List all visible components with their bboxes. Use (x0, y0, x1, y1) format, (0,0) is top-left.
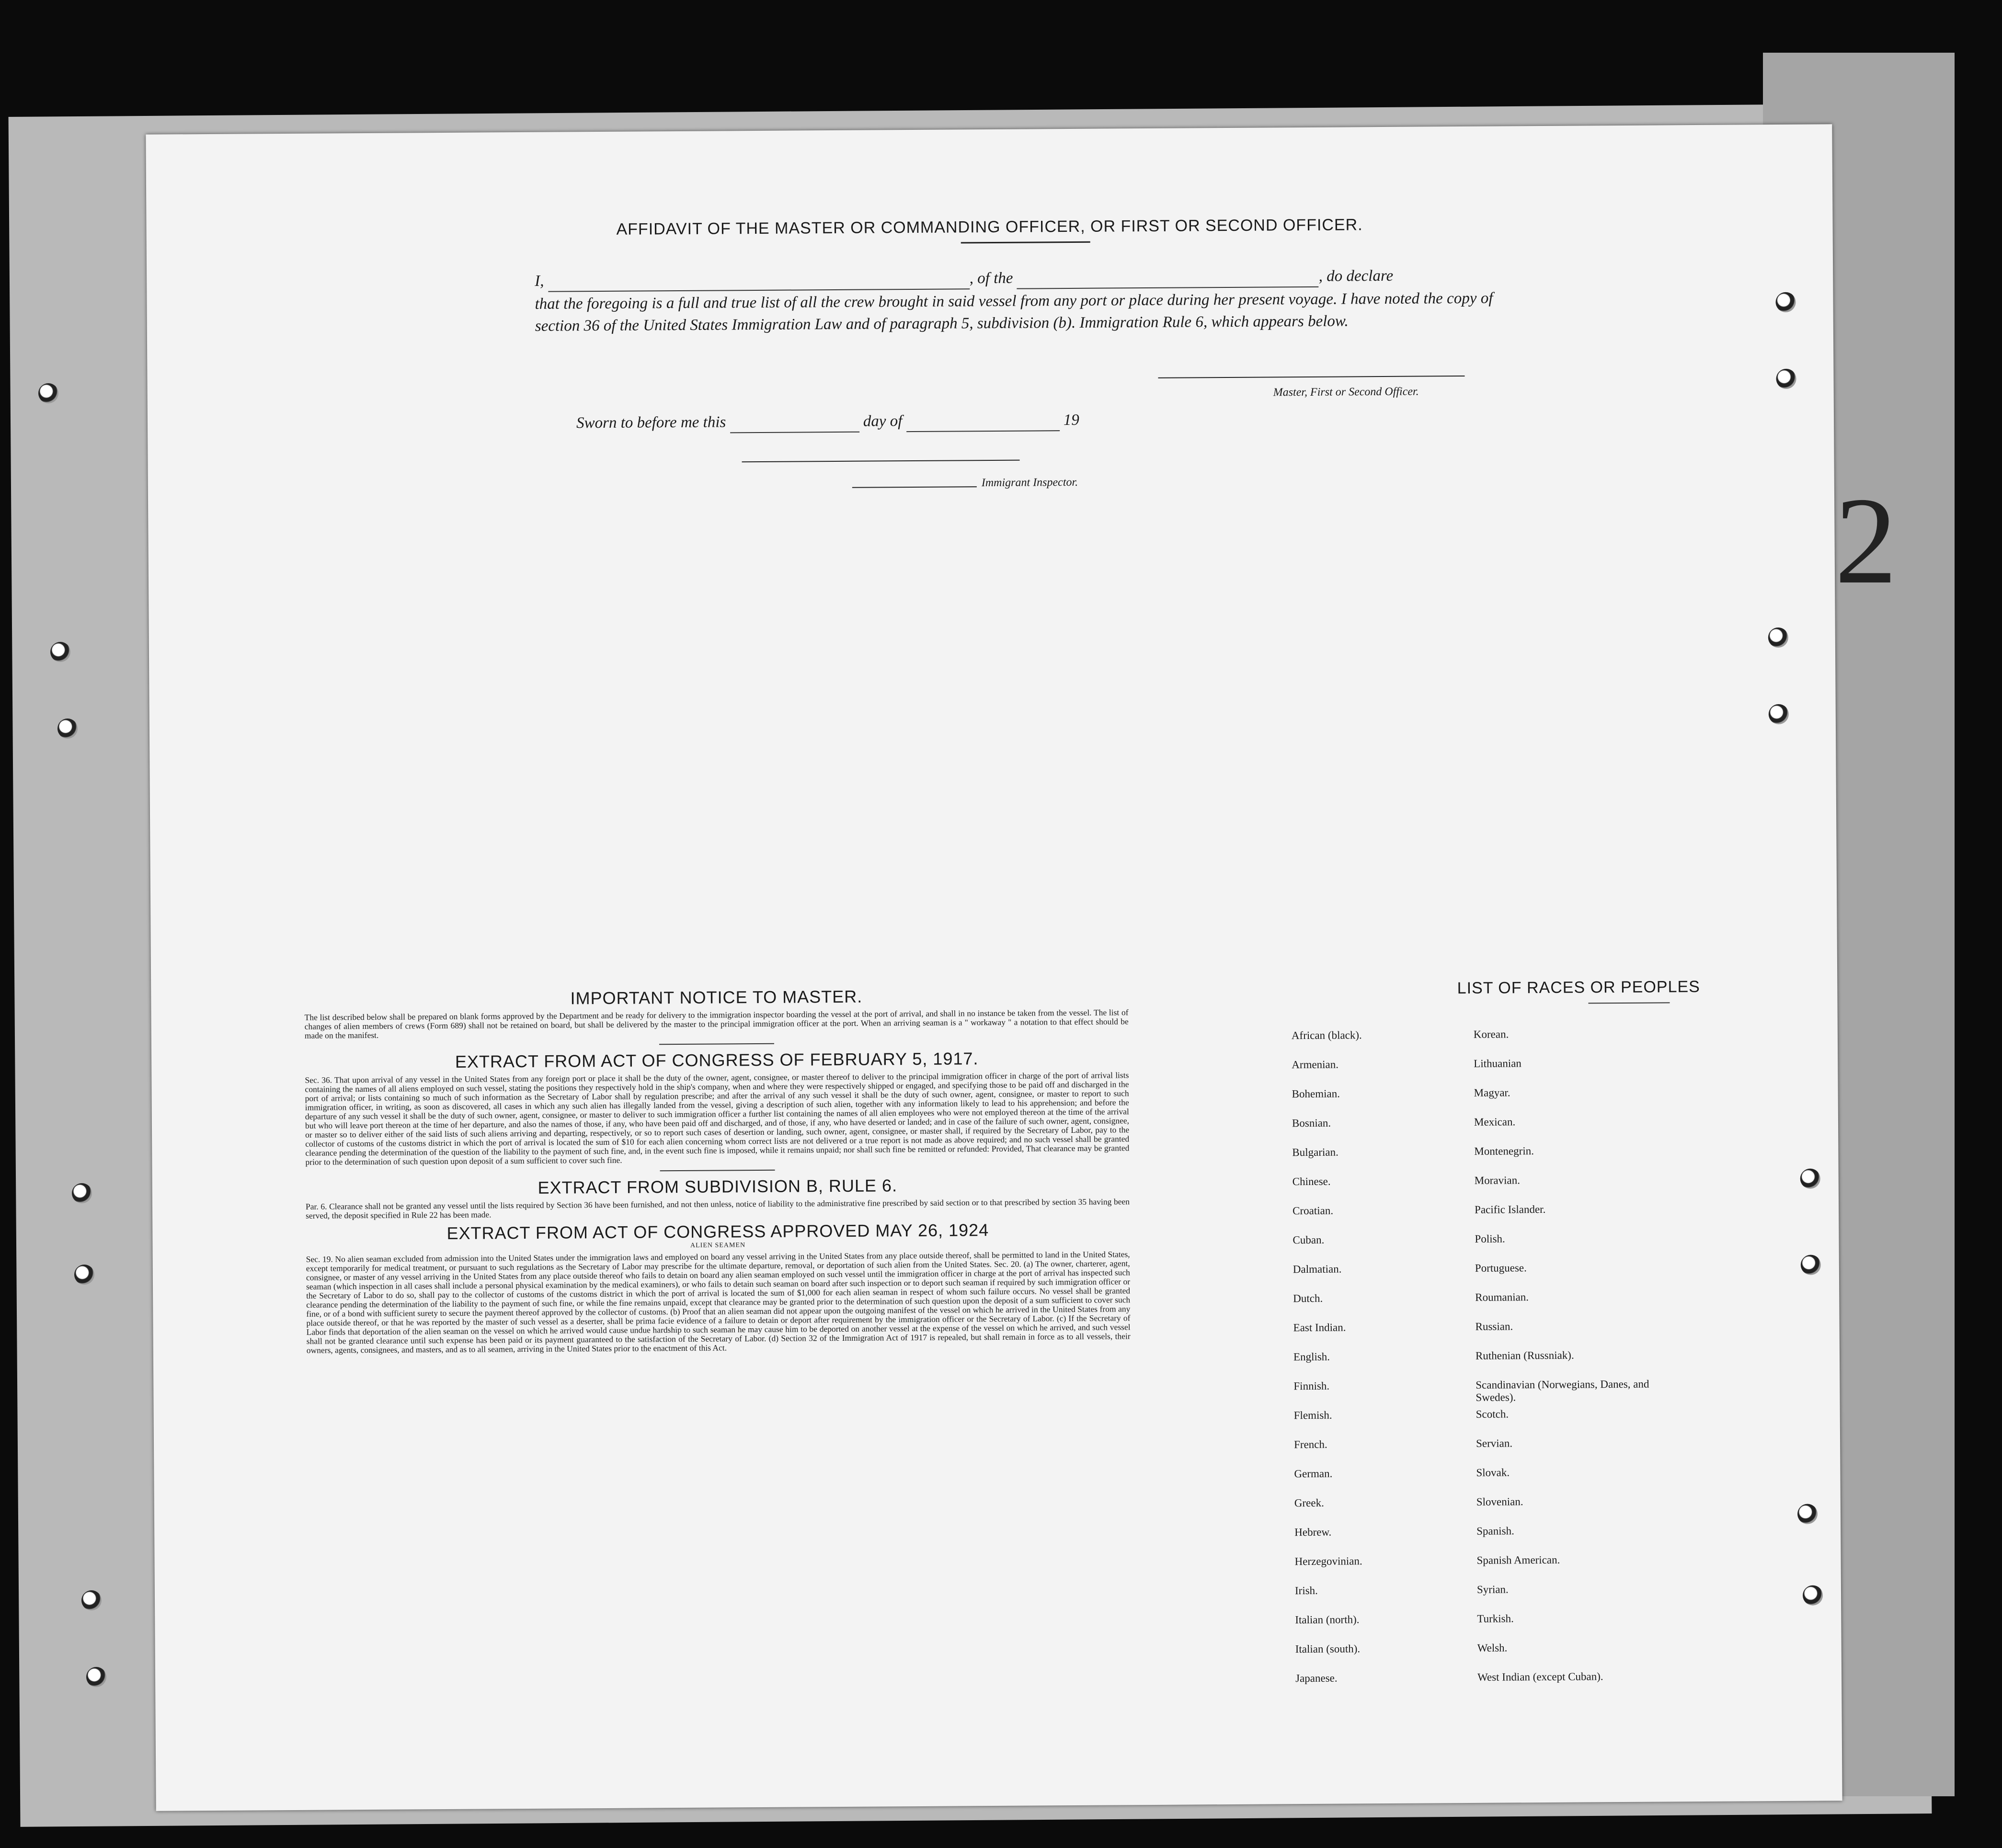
sworn-line (576, 408, 1199, 434)
race-item: Italian (north). (1295, 1613, 1360, 1626)
separator (1588, 1002, 1670, 1004)
separator (660, 1170, 775, 1171)
race-item: Russian. (1475, 1320, 1513, 1333)
race-item: Dutch. (1293, 1292, 1323, 1305)
race-item: Bulgarian. (1292, 1146, 1338, 1159)
race-item: Chinese. (1292, 1175, 1331, 1188)
notice-title: IMPORTANT NOTICE TO MASTER. (570, 986, 863, 1008)
binder-hole (86, 1667, 106, 1687)
race-item: Bosnian. (1292, 1117, 1331, 1129)
title-underline (961, 241, 1090, 244)
act-1924-text: Sec. 19. No alien seaman excluded from admission into the United States under the immigration laws and employed on board any vessel arriving in the United States from any place outside thereof, shall be permitted to land in the United States, except temporarily for medical treatment, or pursuant to such regulations as the Secretary of Labor may prescribe for the ultimate departure, removal, or deportation of such alien from the United States. Sec. 20. (a) The owner, charterer, agent, consignee, or master of any vessel arriving in the United States from any place outside thereof who fails to detain on board any alien seaman employed on such vessel until the immigration officer in charge at the port of arrival has inspected such seaman (which inspection in all cases shall include a personal physical examination by the medical examiners), or who fails to detain such seaman on board after such inspection or to deport such seaman if required by such immigration officer or the Secretary of Labor to do so, shall pay to the collector of customs of the customs district in which the port of arrival is located the sum of $1,000 for each alien seaman in respect of whom such failure occurs. No vessel shall be granted clearance pending the determination of the liability to the payment of such fine, or while the fine remains unpaid, except that clearance may be granted prior to the determination of such question upon the deposit of a sum sufficient to cover such fine, or of a bond with sufficient surety to secure the payment thereof approved by the collector of customs. (b) Proof that an alien seaman did not appear upon the outgoing manifest of the vessel on which he arrived in the United States from any place outside thereof, or that he was reported by the master of such vessel as a deserter, shall be prima facie evidence of a failure to detain or deport after requirement by the immigration officer or the Secretary of Labor. (c) If the Secretary of Labor finds that deportation of the alien seaman on the vessel on which he arrived would cause undue hardship to such seaman he may cause him to be deported on another vessel at the expense of the vessel on which he arrived, and such vessel shall not be granted clearance until such expense has been paid or its payment guaranteed to the satisfaction of the Secretary of Labor. (d) Section 32 of the Immigration Act of 1917 is repealed, but shall remain in force as to all vessels, their owners, agents, consignees, and masters, and as to all seamen, arriving in the United States prior to the enactment of this Act. (306, 1249, 1131, 1355)
binder-hole (1800, 1168, 1820, 1188)
rule-6-title: EXTRACT FROM SUBDIVISION B, RULE 6. (538, 1175, 898, 1198)
binder-hole (72, 1183, 92, 1203)
act-1917-text: Sec. 36. That upon arrival of any vessel in the United States from any foreign port or place it shall be the duty of the owner, agent, consignee, or master thereof to deliver to the principal immigration officer in charge of the port of arrival lists containing the names of all aliens employed on such vessel, stating the positions they respectively hold in the ship's company, when and where they were respectively shipped or engaged, and specifying those to be paid off and discharged in the port of arrival; or lists containing so much of such information as the Secretary of Labor shall by regulation prescribe; and after the arrival of any such vessel it shall be the duty of such owner, agent, consignee, or master to report to such immigration officer, in writing, as soon as discovered, all cases in which any such alien has illegally landed from the vessel, giving a description of such alien, together with any information likely to lead to his apprehension; and before the departure of any such vessel it shall be the duty of such owner, agent, consignee, or master to deliver to such immigration officer a further list containing the names of all alien employees who were not employed thereon at the time of the arrival but who will leave port thereon at the time of her departure, and also the names of those, if any, who have been paid off and discharged, and of those, if any, who have deserted or landed; and in case of the failure of such owner, agent, consignee, or master so to deliver either of the said lists of such aliens arriving and departing, respectively, or so to report such cases of desertion or landing, such owner, agent, consignee, or master shall, if required by the Secretary of Labor, pay to the collector of customs of the customs district in which the port of arrival is located the sum of $10 for each alien concerning whom correct lists are not delivered or a true report is not made as above required; and no such vessel shall be granted clearance pending the determination of the question of the liability to the payment of such fine, and, in the event such fine is imposed, while it remains unpaid; nor shall such fine be remitted or refunded: Provided, That clearance may be granted prior to the determination of such question upon deposit of a sum sufficient to cover such fine. (305, 1070, 1130, 1167)
race-item: Hebrew. (1294, 1526, 1332, 1539)
race-item: Korean. (1473, 1028, 1509, 1040)
rule-6-text: Par. 6. Clearance shall not be granted any vessel until the lists required by Section 36 have been furnished, and not then unless, notice of liability to the administrative fine prescribed by said section or to that prescribed by section 35 having been served, the deposit specified in Rule 22 has been made. (305, 1197, 1130, 1221)
races-left-column (1292, 1028, 1478, 1701)
separator (659, 1043, 774, 1045)
binder-hole (1775, 292, 1796, 312)
day-blank (730, 432, 859, 433)
inspector-label: Immigrant Inspector. (981, 476, 1078, 490)
race-item: English. (1293, 1350, 1330, 1363)
do-declare-label: , do declare (1318, 267, 1394, 285)
race-item: Magyar. (1474, 1086, 1510, 1099)
race-item: West Indian (except Cuban). (1477, 1670, 1603, 1683)
race-item: Mexican. (1474, 1116, 1516, 1128)
binder-hole (1801, 1255, 1821, 1275)
race-item: Ruthenian (Russniak). (1475, 1349, 1574, 1362)
binder-hole (1797, 1504, 1818, 1524)
of-the-label: , of the (969, 269, 1013, 287)
inspector-signature-line (742, 460, 1020, 463)
race-item: Roumanian. (1475, 1291, 1529, 1303)
binder-hole (1768, 627, 1788, 648)
race-item: Scotch. (1476, 1408, 1509, 1420)
race-item: Bohemian. (1292, 1087, 1340, 1100)
race-item: Finnish. (1293, 1380, 1330, 1392)
race-item: Scandinavian (Norwegians, Danes, and Swedes). (1476, 1378, 1649, 1403)
race-item: Spanish American. (1476, 1553, 1560, 1566)
binder-hole (81, 1590, 102, 1610)
race-item: Italian (south). (1295, 1643, 1361, 1655)
race-item: East Indian. (1293, 1321, 1346, 1334)
binder-hole (1803, 1585, 1823, 1605)
race-item: Cuban. (1293, 1233, 1325, 1246)
race-item: Irish. (1294, 1584, 1318, 1597)
race-item: Greek. (1294, 1496, 1324, 1509)
legal-extracts (304, 981, 1131, 1357)
race-item: Polish. (1475, 1232, 1505, 1245)
act-1924-subtitle: ALIEN SEAMEN (690, 1242, 746, 1249)
race-item: Slovenian. (1476, 1495, 1523, 1508)
race-item: Pacific Islander. (1475, 1203, 1546, 1216)
notice-text: The list described below shall be prepared on blank forms approved by the Department and be ready for delivery to the immigration inspector boarding the vessel at the port of arrival, and shall in no instance be taken from the vessel. The list of changes of alien members of crews (Form 689) shall not be retained on board, but shall be delivered by the master to the principal immigration officer at the port. When an arriving seaman is a " workaway " a notation to that effect should be made on the manifest. (304, 1007, 1129, 1040)
race-item: Welsh. (1477, 1642, 1508, 1654)
races-list (1291, 978, 1727, 1701)
races-title: LIST OF RACES OR PEOPLES (1457, 977, 1700, 998)
race-item: German. (1294, 1467, 1333, 1480)
race-item: Flemish. (1293, 1409, 1332, 1422)
race-item: African (black). (1291, 1029, 1362, 1042)
binder-hole (74, 1265, 94, 1285)
binder-hole (57, 719, 78, 739)
race-item: Montenegrin. (1474, 1145, 1534, 1157)
race-item: Portuguese. (1475, 1262, 1527, 1274)
race-item: Moravian. (1474, 1174, 1520, 1186)
affidavit-title: AFFIDAVIT OF THE MASTER OR COMMANDING OFFICER, OR FIRST OR SECOND OFFICER. (616, 216, 1363, 239)
day-of-label: day of (863, 412, 903, 430)
binder-hole (1776, 369, 1796, 389)
race-item: Lithuanian (1474, 1057, 1522, 1070)
race-item: French. (1294, 1438, 1327, 1451)
i-label: I, (535, 272, 544, 290)
race-item: Syrian. (1476, 1583, 1509, 1596)
binder-hole (38, 383, 58, 403)
act-1924-title: EXTRACT FROM ACT OF CONGRESS APPROVED MAY 26, 1924 (446, 1220, 989, 1243)
race-item: Armenian. (1292, 1058, 1339, 1071)
signature-label: Master, First or Second Officer. (1273, 385, 1419, 399)
inspector-short-line (852, 486, 977, 488)
sworn-label: Sworn to before me this (576, 413, 726, 432)
race-item: Slovak. (1476, 1466, 1510, 1479)
binder-hole (1769, 704, 1789, 724)
race-item: Turkish. (1477, 1612, 1514, 1625)
race-item: Dalmatian. (1293, 1263, 1342, 1276)
document-page (146, 124, 1842, 1811)
race-item: Herzegovinian. (1294, 1555, 1362, 1568)
race-item: Croatian. (1293, 1204, 1334, 1217)
binder-hole (50, 642, 70, 662)
act-1917-title: EXTRACT FROM ACT OF CONGRESS OF FEBRUARY 5, 1917. (455, 1049, 979, 1072)
race-item: Servian. (1476, 1437, 1513, 1449)
month-blank (906, 430, 1060, 432)
signature-line (1158, 376, 1464, 378)
races-right-column (1474, 1027, 1679, 1700)
race-item: Japanese. (1295, 1672, 1338, 1685)
affidavit-body: that the foregoing is a full and true list of all the crew brought in said vessel from any port or place during her present voyage. I have noted the copy of section 36 of the United States Immigration Law and of paragraph 5, subdivision (b). Immigration Rule 6, which appears below. (535, 289, 1493, 335)
year-label: 19 (1063, 411, 1079, 429)
handwritten-mark: 2 (1835, 472, 1897, 610)
race-item: Spanish. (1476, 1525, 1514, 1537)
